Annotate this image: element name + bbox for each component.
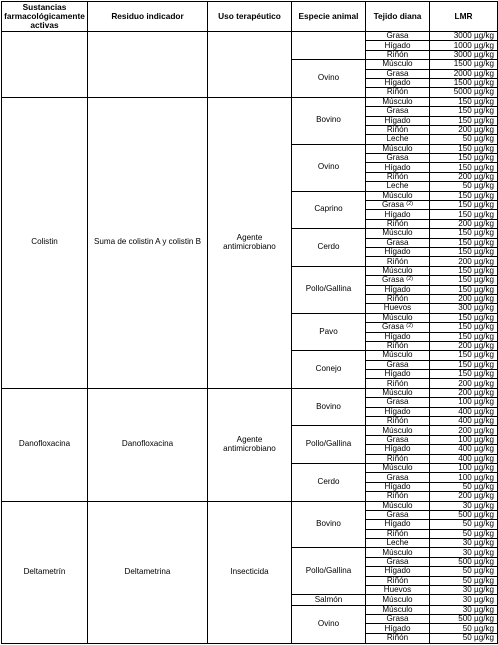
lmr-cell: 50 µg/kg <box>430 576 498 585</box>
lmr-cell: 50 µg/kg <box>430 567 498 576</box>
species-cell: Bovino <box>292 501 366 548</box>
lmr-cell: 200 µg/kg <box>430 219 498 228</box>
lmr-cell: 150 µg/kg <box>430 97 498 106</box>
tissue-label: Músculo <box>382 425 413 435</box>
tissue-cell <box>366 435 430 444</box>
lmr-cell: 30 µg/kg <box>430 595 498 605</box>
footnote-marker: (2) <box>406 323 414 330</box>
tissue-label: Grasa <box>386 472 409 482</box>
lmr-cell: 150 µg/kg <box>430 229 498 238</box>
tissue-cell <box>366 586 430 595</box>
lmr-cell: 150 µg/kg <box>430 238 498 247</box>
mrl-table <box>1 1 498 644</box>
header-residue: Residuo indicador <box>88 2 208 32</box>
tissue-cell <box>366 332 430 341</box>
table-row <box>2 32 498 41</box>
lmr-cell: 3000 µg/kg <box>430 50 498 59</box>
tissue-label: Músculo <box>382 463 413 473</box>
species-cell: Pollo/Gallina <box>292 548 366 595</box>
tissue-cell <box>366 595 430 605</box>
use-cell <box>208 32 292 98</box>
lmr-cell: 150 µg/kg <box>430 285 498 294</box>
tissue-label: Músculo <box>382 59 413 69</box>
lmr-cell: 50 µg/kg <box>430 182 498 191</box>
tissue-cell <box>366 32 430 41</box>
lmr-cell: 400 µg/kg <box>430 445 498 454</box>
lmr-cell: 200 µg/kg <box>430 388 498 397</box>
tissue-label: Huevos <box>383 303 412 313</box>
tissue-label: Grasa <box>381 275 405 285</box>
tissue-cell <box>366 154 430 163</box>
tissue-cell <box>366 398 430 407</box>
header-use: Uso terapéutico <box>208 2 292 32</box>
tissue-cell <box>366 520 430 529</box>
lmr-cell: 150 µg/kg <box>430 163 498 172</box>
tissue-label: Riñón <box>386 125 409 135</box>
tissue-label: Músculo <box>382 266 413 275</box>
substance-cell: Deltametrín <box>2 501 88 643</box>
residue-cell: Danofloxacina <box>88 388 208 501</box>
tissue-label: Hígado <box>384 209 411 219</box>
lmr-cell: 100 µg/kg <box>430 463 498 472</box>
tissue-cell <box>366 163 430 172</box>
tissue-label: Riñón <box>386 219 409 228</box>
header-tissue: Tejido diana <box>366 2 430 32</box>
tissue-cell <box>366 370 430 379</box>
species-cell: Pavo <box>292 313 366 351</box>
tissue-cell <box>366 69 430 78</box>
lmr-cell: 30 µg/kg <box>430 501 498 510</box>
tissue-label: Músculo <box>382 350 413 360</box>
tissue-label: Riñón <box>386 491 409 501</box>
tissue-label: Grasa <box>381 200 405 210</box>
lmr-cell: 50 µg/kg <box>430 529 498 538</box>
use-cell: Agente antimicrobiano <box>208 388 292 501</box>
tissue-cell <box>366 407 430 416</box>
tissue-cell <box>366 285 430 294</box>
tissue-label: Grasa <box>386 31 409 41</box>
residue-cell: Suma de colistin A y colistin B <box>88 97 208 388</box>
lmr-cell: 200 µg/kg <box>430 492 498 501</box>
lmr-cell: 5000 µg/kg <box>430 88 498 97</box>
residue-cell: Deltametrina <box>88 501 208 643</box>
header-lmr: LMR <box>430 2 498 32</box>
lmr-cell: 30 µg/kg <box>430 605 498 614</box>
tissue-cell <box>366 351 430 360</box>
lmr-cell: 400 µg/kg <box>430 454 498 463</box>
tissue-label: Hígado <box>384 623 411 633</box>
tissue-label: Riñón <box>386 378 409 388</box>
tissue-cell <box>366 576 430 585</box>
lmr-cell: 150 µg/kg <box>430 323 498 332</box>
tissue-cell <box>366 78 430 87</box>
lmr-cell: 150 µg/kg <box>430 107 498 116</box>
tissue-cell <box>366 454 430 463</box>
header-row <box>2 2 498 32</box>
tissue-label: Riñón <box>386 529 409 538</box>
header-species: Especie animal <box>292 2 366 32</box>
lmr-cell: 200 µg/kg <box>430 257 498 266</box>
tissue-cell <box>366 97 430 106</box>
tissue-cell <box>366 107 430 116</box>
lmr-cell: 50 µg/kg <box>430 633 498 643</box>
lmr-cell: 50 µg/kg <box>430 135 498 144</box>
tissue-label: Riñón <box>386 416 409 426</box>
tissue-label: Hígado <box>384 407 411 416</box>
species-cell: Caprino <box>292 191 366 229</box>
tissue-label: Riñón <box>386 294 409 304</box>
lmr-cell: 150 µg/kg <box>430 313 498 322</box>
tissue-label: Hígado <box>384 247 411 257</box>
use-cell: Insecticida <box>208 501 292 643</box>
tissue-cell <box>366 557 430 566</box>
lmr-cell: 200 µg/kg <box>430 426 498 435</box>
tissue-cell <box>366 313 430 322</box>
tissue-label: Grasa <box>386 397 409 407</box>
tissue-cell <box>366 266 430 275</box>
tissue-label: Hígado <box>384 519 411 529</box>
tissue-cell <box>366 417 430 426</box>
tissue-cell <box>366 229 430 238</box>
tissue-label: Músculo <box>382 228 413 238</box>
tissue-label: Músculo <box>382 547 413 557</box>
tissue-label: Hígado <box>384 332 411 341</box>
lmr-cell: 400 µg/kg <box>430 417 498 426</box>
tissue-label: Grasa <box>386 153 409 163</box>
tissue-cell <box>366 276 430 285</box>
tissue-cell <box>366 182 430 191</box>
lmr-cell: 150 µg/kg <box>430 266 498 275</box>
table-row <box>2 97 498 106</box>
tissue-cell <box>366 510 430 519</box>
tissue-label: Huevos <box>383 585 412 595</box>
header-substance: Sustancias farmacológicamente activas <box>2 2 88 32</box>
lmr-cell: 30 µg/kg <box>430 586 498 595</box>
tissue-cell <box>366 567 430 576</box>
lmr-cell: 3000 µg/kg <box>430 32 498 41</box>
lmr-cell: 1500 µg/kg <box>430 60 498 69</box>
lmr-cell: 100 µg/kg <box>430 435 498 444</box>
tissue-label: Grasa <box>386 69 409 78</box>
lmr-cell: 300 µg/kg <box>430 304 498 313</box>
tissue-cell <box>366 257 430 266</box>
table-body <box>2 32 498 644</box>
lmr-cell: 30 µg/kg <box>430 548 498 557</box>
lmr-cell: 200 µg/kg <box>430 379 498 388</box>
lmr-cell: 500 µg/kg <box>430 557 498 566</box>
tissue-label: Músculo <box>382 595 413 604</box>
tissue-label: Riñón <box>386 172 409 181</box>
species-cell: Pollo/Gallina <box>292 426 366 464</box>
lmr-cell: 150 µg/kg <box>430 276 498 285</box>
tissue-cell <box>366 548 430 557</box>
lmr-cell: 500 µg/kg <box>430 615 498 624</box>
tissue-label: Hígado <box>384 444 411 454</box>
lmr-cell: 50 µg/kg <box>430 482 498 491</box>
tissue-cell <box>366 116 430 125</box>
tissue-label: Hígado <box>384 566 411 576</box>
tissue-label: Grasa <box>386 614 409 624</box>
footnote-marker: (2) <box>406 276 414 283</box>
table-row <box>2 501 498 510</box>
tissue-label: Riñón <box>386 454 409 463</box>
tissue-label: Riñón <box>386 341 409 351</box>
lmr-cell: 150 µg/kg <box>430 201 498 210</box>
lmr-cell: 1500 µg/kg <box>430 78 498 87</box>
lmr-cell: 100 µg/kg <box>430 473 498 482</box>
tissue-cell <box>366 294 430 303</box>
table-row <box>2 388 498 397</box>
tissue-label: Músculo <box>382 501 413 510</box>
lmr-cell: 50 µg/kg <box>430 624 498 633</box>
tissue-cell <box>366 615 430 624</box>
lmr-cell: 30 µg/kg <box>430 539 498 548</box>
tissue-cell <box>366 605 430 614</box>
tissue-cell <box>366 473 430 482</box>
lmr-cell: 150 µg/kg <box>430 144 498 153</box>
lmr-cell: 200 µg/kg <box>430 341 498 350</box>
species-cell: Ovino <box>292 144 366 191</box>
tissue-label: Grasa <box>381 322 405 332</box>
document-page <box>1 1 497 644</box>
tissue-label: Leche <box>386 134 409 144</box>
substance-cell: Danofloxacina <box>2 388 88 501</box>
tissue-label: Músculo <box>382 97 413 106</box>
tissue-label: Riñón <box>386 633 409 643</box>
tissue-cell <box>366 247 430 256</box>
tissue-label: Músculo <box>382 313 413 322</box>
tissue-label: Leche <box>386 181 409 191</box>
lmr-cell: 150 µg/kg <box>430 332 498 341</box>
lmr-cell: 150 µg/kg <box>430 210 498 219</box>
species-cell: Ovino <box>292 60 366 98</box>
tissue-cell <box>366 41 430 50</box>
tissue-cell <box>366 135 430 144</box>
tissue-cell <box>366 388 430 397</box>
tissue-label: Grasa <box>386 557 409 567</box>
tissue-cell <box>366 501 430 510</box>
lmr-cell: 150 µg/kg <box>430 116 498 125</box>
lmr-cell: 150 µg/kg <box>430 191 498 200</box>
tissue-label: Hígado <box>384 40 411 50</box>
lmr-cell: 100 µg/kg <box>430 398 498 407</box>
tissue-cell <box>366 539 430 548</box>
tissue-cell <box>366 60 430 69</box>
lmr-cell: 1000 µg/kg <box>430 41 498 50</box>
tissue-cell <box>366 304 430 313</box>
lmr-cell: 2000 µg/kg <box>430 69 498 78</box>
tissue-cell <box>366 144 430 153</box>
tissue-label: Grasa <box>386 435 409 444</box>
lmr-cell: 200 µg/kg <box>430 294 498 303</box>
species-cell: Conejo <box>292 351 366 389</box>
tissue-label: Riñón <box>386 256 409 266</box>
tissue-label: Grasa <box>386 510 409 520</box>
footnote-marker: (2) <box>406 201 414 208</box>
tissue-label: Riñón <box>386 87 409 97</box>
lmr-cell: 400 µg/kg <box>430 407 498 416</box>
lmr-cell: 150 µg/kg <box>430 360 498 369</box>
species-cell: Pollo/Gallina <box>292 266 366 313</box>
tissue-cell <box>366 201 430 210</box>
lmr-cell: 200 µg/kg <box>430 125 498 134</box>
tissue-label: Hígado <box>384 78 411 88</box>
substance-cell <box>2 32 88 98</box>
species-cell: Ovino <box>292 605 366 643</box>
lmr-cell: 150 µg/kg <box>430 370 498 379</box>
lmr-cell: 150 µg/kg <box>430 154 498 163</box>
tissue-label: Hígado <box>384 482 411 491</box>
tissue-cell <box>366 426 430 435</box>
species-cell: Bovino <box>292 388 366 426</box>
lmr-cell: 50 µg/kg <box>430 520 498 529</box>
tissue-label: Leche <box>386 538 409 548</box>
tissue-cell <box>366 88 430 97</box>
substance-cell: Colistin <box>2 97 88 388</box>
tissue-cell <box>366 633 430 643</box>
species-cell: Salmón <box>292 595 366 605</box>
species-cell: Bovino <box>292 97 366 144</box>
species-cell: Cerdo <box>292 463 366 501</box>
tissue-cell <box>366 445 430 454</box>
species-cell: Cerdo <box>292 229 366 267</box>
tissue-label: Grasa <box>386 238 409 247</box>
tissue-cell <box>366 341 430 350</box>
tissue-cell <box>366 210 430 219</box>
tissue-cell <box>366 492 430 501</box>
tissue-label: Músculo <box>382 388 413 397</box>
tissue-cell <box>366 624 430 633</box>
tissue-cell <box>366 482 430 491</box>
lmr-cell: 150 µg/kg <box>430 247 498 256</box>
residue-cell <box>88 32 208 98</box>
species-cell <box>292 32 366 60</box>
tissue-cell <box>366 529 430 538</box>
tissue-label: Grasa <box>386 106 409 116</box>
tissue-cell <box>366 238 430 247</box>
tissue-cell <box>366 172 430 181</box>
tissue-label: Músculo <box>382 191 413 200</box>
tissue-cell <box>366 50 430 59</box>
use-cell: Agente antimicrobiano <box>208 97 292 388</box>
tissue-cell <box>366 379 430 388</box>
tissue-label: Músculo <box>382 605 413 614</box>
tissue-cell <box>366 219 430 228</box>
lmr-cell: 500 µg/kg <box>430 510 498 519</box>
lmr-cell: 150 µg/kg <box>430 351 498 360</box>
tissue-label: Hígado <box>384 369 411 379</box>
tissue-cell <box>366 191 430 200</box>
tissue-label: Músculo <box>382 144 413 153</box>
tissue-cell <box>366 463 430 472</box>
tissue-cell <box>366 125 430 134</box>
tissue-label: Riñón <box>386 576 409 585</box>
tissue-label: Hígado <box>384 285 411 294</box>
lmr-cell: 200 µg/kg <box>430 172 498 181</box>
tissue-label: Riñón <box>386 50 409 59</box>
tissue-label: Grasa <box>386 360 409 369</box>
tissue-label: Hígado <box>384 162 411 172</box>
tissue-cell <box>366 360 430 369</box>
tissue-cell <box>366 323 430 332</box>
tissue-label: Hígado <box>384 116 411 125</box>
